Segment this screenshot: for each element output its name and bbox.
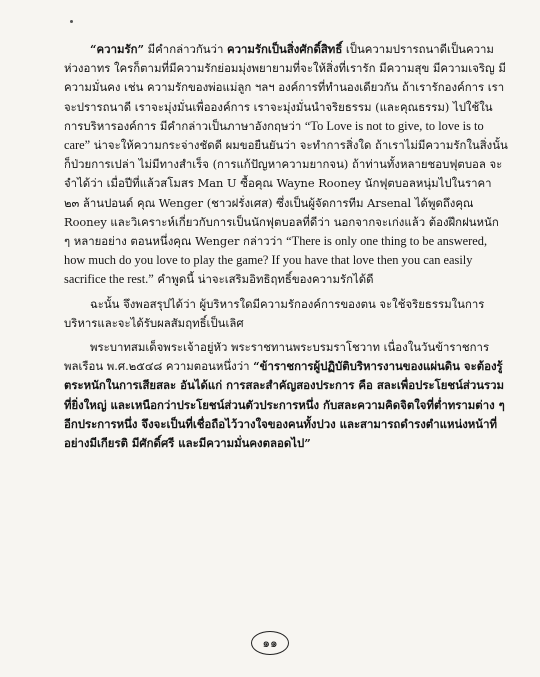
english-quote-2: “There is only one thing to be answered, how much do you love to play the game? If you have that love then you can easily sacrifice the rest.” xyxy=(64,234,488,287)
royal-quote: “ข้าราชการผู้ปฏิบัติบริหารงานของแผ่นดิน จะต้องรู้ตระหนักในการเสียสละ อันได้แก่ การสละสำคัญสองประการ คือ สละเพื่อประโยชน์ส่วนรวมที่ยิ่งใหญ่ และเหนือกว่าประโยชน์ส่วนตัวประการหนึ่ง กับสละความคิดจิตใจที่ต่ำทรามต่าง ๆ อีกประการหนึ่ง จึงจะเป็นที่เชื่อถือไว้วางใจของคนทั้งปวง และสามารถดำรงตำแหน่งหน้าที่อย่างมีเกียรติ มีศักดิ์ศรี และมีความมั่นคงตลอดไป” xyxy=(64,359,505,451)
paragraph-conclusion: ฉะนั้น จึงพอสรุปได้ว่า ผู้บริหารใดมีความรักองค์การของตน จะใช้จริยธรรมในการบริหารและจะได้รับผลสัมฤทธิ์เป็นเลิศ xyxy=(64,296,485,330)
text-run: เป็นความปรารถนาดีเป็นความห่วงอาทร ใครก็ตามที่มีความรักย่อมมุ่งพยายามที่จะให้สิ่งที่เรารัก มีความสุข มีความเจริญ มีความมั่นคง เช่น ความรักของพ่อแม่ลูก ฯลฯ องค์การที่ทำนองเดียวกัน ถ้าเรารักองค์การ เราจะปรารถนาดี เราจะมุ่งมั่นเพื่อองค์การ เราจะมุ่งมั่นนำจริยธรรม (และคุณธรรม) ไปใช้ในการบริหารองค์การ มีคำกล่าวเป็นภาษาอังกฤษว่า xyxy=(64,42,506,133)
term-love: “ความรัก” xyxy=(90,42,145,56)
paragraph-royal-speech xyxy=(64,338,508,453)
english-quote-1: “To Love is not to give, to love is to care” xyxy=(64,118,484,153)
page-mark xyxy=(70,20,73,23)
key-phrase: ความรักเป็นสิ่งศักดิ์สิทธิ์ xyxy=(226,42,343,56)
text-run: คำพูดนี้ น่าจะเสริมอิทธิฤทธิ์ของความรักได้ดี xyxy=(153,272,374,287)
text-run: พระบาทสมเด็จพระเจ้าอยู่หัว พระราชทานพระบรมราโชวาท เนื่องในวันข้าราชการพลเรือน พ.ศ.๒๕๔๘ ความตอนหนึ่งว่า xyxy=(64,340,490,374)
body-text xyxy=(64,40,508,458)
paragraph-love xyxy=(64,40,508,290)
page-number: ๑๑ xyxy=(251,631,289,655)
text-run: น่าจะให้ความกระจ่างชัดดี ผมขอยืนยันว่า จะทำการสิ่งใด ถ้าเราไม่มีความรักในสิ่งนั้นก็ป่วยการเปล่า ไม่มีทางสำเร็จ (การแก้ปัญหาความยากจน) ถ้าท่านทั้งหลายชอบฟุตบอล จะจำได้ว่า เมื่อปีที่แล้วสโมสร Man U ซื้อคุณ Wayne Rooney นักฟุตบอลหนุ่มไปในราคา ๒๓ ล้านปอนด์ คุณ Wenger (ชาวฝรั่งเศส) ซึ่งเป็นผู้จัดการทีม Arsenal ได้พูดถึงคุณ Rooney และวิเคราะห์เกี่ยวกับการเป็นนักฟุตบอลที่ดีว่า นอกจากจะเก่งแล้ว ต้องฝึกฝนหนัก ๆ หลายอย่าง ตอนหนึ่งคุณ Wenger กล่าวว่า xyxy=(64,138,508,249)
text-run: มีคำกล่าวกันว่า xyxy=(144,42,227,56)
